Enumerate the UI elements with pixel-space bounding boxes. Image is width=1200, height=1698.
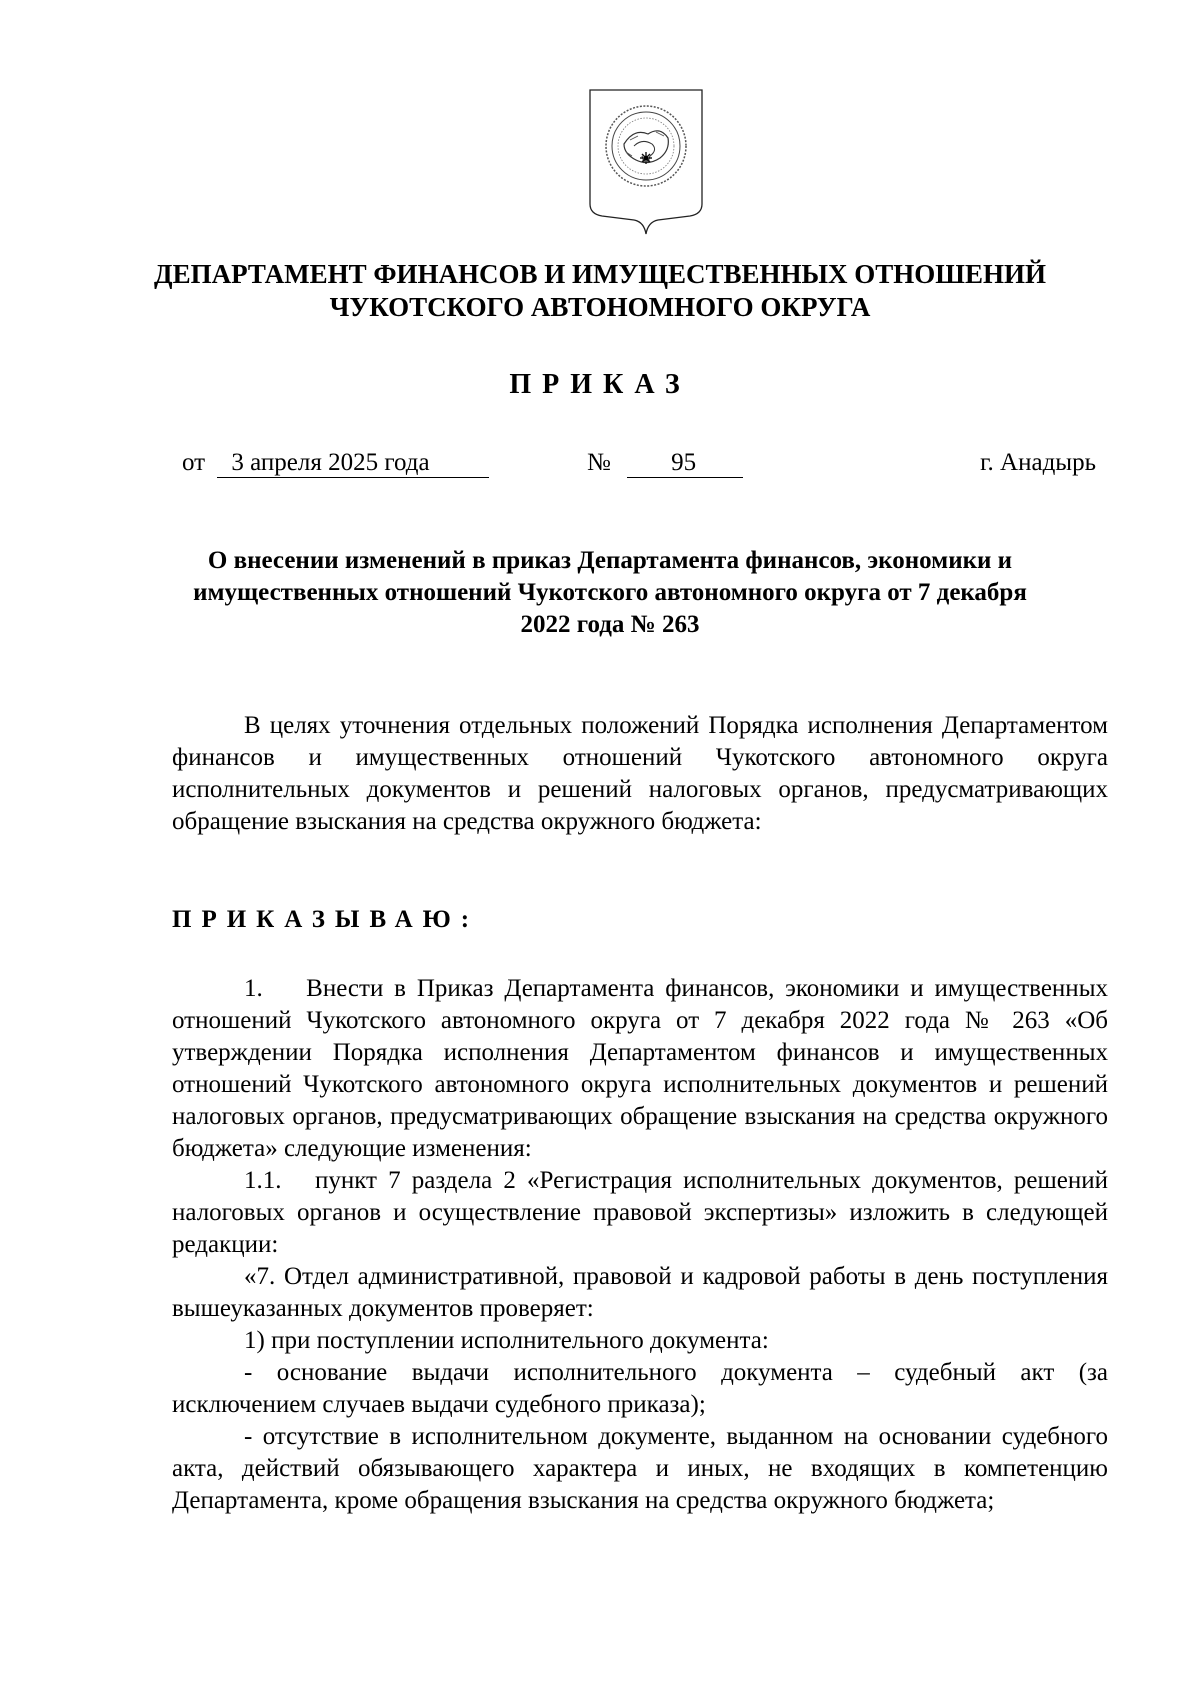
date-block xyxy=(182,448,489,478)
preamble-text: В целях уточнения отдельных положений Порядка исполнения Департаментом финансов и имущественных отношений Чукотского автономного округа исполнительных документов и решений налоговых органов, предусматривающих обращение взыскания на средства окружного бюджета: xyxy=(172,712,1108,835)
order-item-dash-2: - отсутствие в исполнительном документе, выданном на основании судебного акта, действий обязывающего характера и иных, не входящих в компетенцию Департамента, кроме обращения взыскания на средства окружного бюджета; xyxy=(172,1423,1108,1514)
number-sign: № xyxy=(587,449,611,476)
order-item-1-1: 1.1. пункт 7 раздела 2 «Регистрация исполнительных документов, решений налоговых органов и осуществление правовой экспертизы» изложить в следующей редакции: xyxy=(172,1167,1108,1258)
order-item-point-7: «7. Отдел административной, правовой и кадровой работы в день поступления вышеуказанных документов проверяет: xyxy=(172,1263,1108,1322)
organization-name-line-2: ЧУКОТСКОГО АВТОНОМНОГО ОКРУГА xyxy=(329,292,871,322)
document-date: 3 апреля 2025 года xyxy=(217,449,489,478)
document-subject: О внесении изменений в приказ Департамента финансов, экономики и имущественных отношений Чукотского автономного округа от 7 декабря 2022 года № 263 xyxy=(193,547,1027,638)
order-item-1: 1. Внести в Приказ Департамента финансов, экономики и имущественных отношений Чукотского автономного округа от 7 декабря 2022 года № 263 «Об утверждении Порядка исполнения Департаментом финансов и имущественных отношений Чукотского автономного округа исполнительных документов и решений налоговых органов, предусматривающих обращение взыскания на средства окружного бюджета» следующие изменения: xyxy=(172,975,1108,1162)
date-prefix: от xyxy=(182,449,206,476)
document-type-title: ПРИКАЗ xyxy=(509,369,691,400)
organization-name xyxy=(150,258,1050,324)
order-items xyxy=(172,973,1108,1517)
chukotka-coat-of-arms-icon xyxy=(586,86,706,238)
document-number: 95 xyxy=(627,449,743,478)
preamble-block xyxy=(172,710,1108,838)
organization-name-line-1: ДЕПАРТАМЕНТ ФИНАНСОВ И ИМУЩЕСТВЕННЫХ ОТНОШЕНИЙ xyxy=(154,259,1046,289)
order-item-dash-1: - основание выдачи исполнительного документа – судебный акт (за исключением случаев выдачи судебного приказа); xyxy=(172,1359,1108,1418)
order-item-subpoint-1: 1) при поступлении исполнительного документа: xyxy=(244,1327,769,1354)
number-block xyxy=(587,448,743,478)
order-word: ПРИКАЗЫВАЮ: xyxy=(172,906,480,933)
city: г. Анадырь xyxy=(980,449,1096,476)
